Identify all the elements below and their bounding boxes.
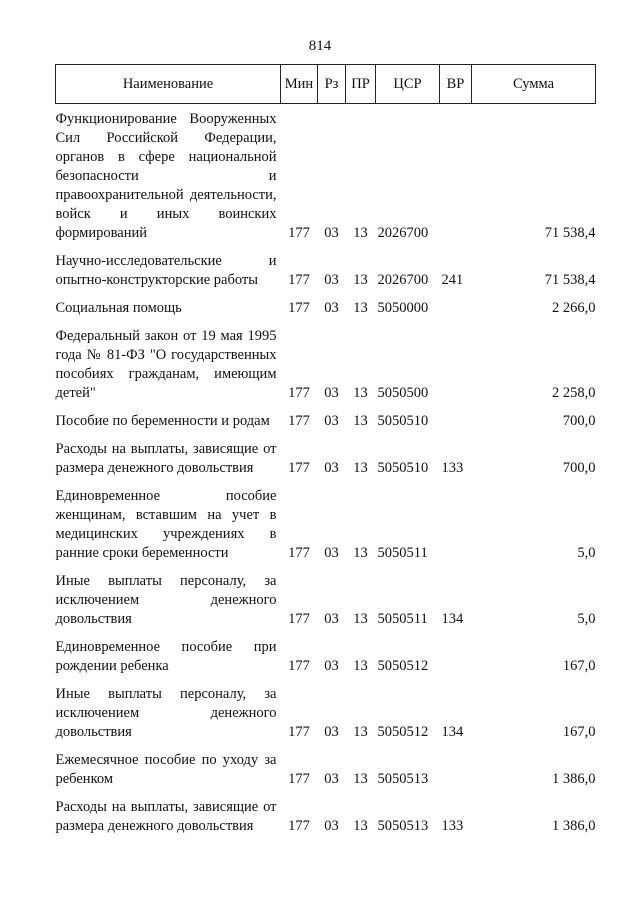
row-name: Расходы на выплаты, зависящие от размера денежного довольствия [55, 799, 277, 834]
row-min: 177 [288, 771, 310, 787]
row-sum: 5,0 [577, 545, 596, 561]
row-csr: 5050512 [377, 724, 429, 740]
row-sum: 71 538,4 [544, 272, 596, 288]
row-pr: 13 [353, 658, 368, 674]
row-pr: 13 [353, 611, 368, 627]
row-rz: 03 [324, 385, 339, 401]
row-csr: 5050000 [377, 300, 429, 316]
row-csr: 5050511 [377, 611, 428, 627]
row-min: 177 [288, 545, 310, 561]
row-vr [440, 321, 472, 406]
row-pr: 13 [353, 300, 368, 316]
row-pr: 13 [353, 818, 368, 834]
row-vr: 241 [441, 272, 464, 288]
row-csr: 2026700 [377, 225, 429, 241]
row-sum: 700,0 [562, 413, 596, 429]
row-name: Научно-исследовательские и опытно-конструкторские работы [55, 253, 277, 288]
row-pr: 13 [353, 771, 368, 787]
table-row [56, 566, 596, 632]
row-min: 177 [288, 818, 310, 834]
row-vr [440, 406, 472, 434]
row-rz: 03 [324, 724, 339, 740]
row-sum: 167,0 [562, 724, 596, 740]
row-vr [440, 481, 472, 566]
table-row [56, 246, 596, 293]
row-name: Функционирование Вооруженных Сил Российской Федерации, органов в сфере национальной безопасности и правоохранительной деятельности, войск и иных воинских формирований [55, 111, 277, 241]
row-rz: 03 [324, 545, 339, 561]
row-rz: 03 [324, 300, 339, 316]
row-pr: 13 [353, 413, 368, 429]
header-rz: Рз [318, 65, 346, 104]
row-rz: 03 [324, 818, 339, 834]
row-vr: 134 [441, 724, 464, 740]
row-csr: 5050511 [377, 545, 428, 561]
row-sum: 1 386,0 [552, 818, 596, 834]
row-pr: 13 [353, 724, 368, 740]
table-row [56, 792, 596, 839]
row-rz: 03 [324, 225, 339, 241]
row-pr: 13 [353, 460, 368, 476]
row-min: 177 [288, 272, 310, 288]
row-vr: 134 [441, 611, 464, 627]
row-pr: 13 [353, 545, 368, 561]
row-vr [440, 104, 472, 247]
row-name: Социальная помощь [55, 300, 182, 316]
row-name: Ежемесячное пособие по уходу за ребенком [55, 752, 277, 787]
row-sum: 5,0 [577, 611, 596, 627]
row-sum: 71 538,4 [544, 225, 596, 241]
budget-table [55, 64, 596, 839]
row-csr: 5050510 [377, 413, 429, 429]
row-sum: 2 266,0 [552, 300, 596, 316]
table-row [56, 293, 596, 321]
row-sum: 1 386,0 [552, 771, 596, 787]
row-vr [440, 745, 472, 792]
row-pr: 13 [353, 385, 368, 401]
row-csr: 5050500 [377, 385, 429, 401]
row-min: 177 [288, 724, 310, 740]
row-csr: 5050512 [377, 658, 429, 674]
row-name: Единовременное пособие женщинам, вставшим на учет в медицинских учреждениях в ранние сроки беременности [55, 488, 277, 561]
table-row [56, 406, 596, 434]
table-row [56, 745, 596, 792]
row-name: Иные выплаты персоналу, за исключением денежного довольствия [55, 573, 277, 627]
table-row [56, 104, 596, 247]
row-csr: 5050510 [377, 460, 429, 476]
row-sum: 700,0 [562, 460, 596, 476]
header-name: Наименование [56, 65, 281, 104]
row-name: Федеральный закон от 19 мая 1995 года № 81-ФЗ "О государственных пособиях гражданам, имеющим детей" [55, 328, 277, 401]
row-pr: 13 [353, 225, 368, 241]
row-csr: 5050513 [377, 771, 429, 787]
row-sum: 167,0 [562, 658, 596, 674]
row-min: 177 [288, 413, 310, 429]
row-sum: 2 258,0 [552, 385, 596, 401]
row-min: 177 [288, 611, 310, 627]
row-min: 177 [288, 658, 310, 674]
row-rz: 03 [324, 611, 339, 627]
header-pr: ПР [346, 65, 376, 104]
header-min: Мин [281, 65, 318, 104]
row-rz: 03 [324, 272, 339, 288]
row-csr: 5050513 [377, 818, 429, 834]
row-rz: 03 [324, 658, 339, 674]
header-vr: ВР [440, 65, 472, 104]
row-vr: 133 [441, 818, 464, 834]
row-vr [440, 293, 472, 321]
header-sum: Сумма [472, 65, 596, 104]
row-name: Расходы на выплаты, зависящие от размера денежного довольствия [55, 441, 277, 476]
row-pr: 13 [353, 272, 368, 288]
table-header-row [56, 65, 596, 104]
row-rz: 03 [324, 771, 339, 787]
row-name: Иные выплаты персоналу, за исключением денежного довольствия [55, 686, 277, 740]
row-rz: 03 [324, 460, 339, 476]
row-vr [440, 632, 472, 679]
row-min: 177 [288, 300, 310, 316]
row-rz: 03 [324, 413, 339, 429]
row-min: 177 [288, 460, 310, 476]
header-csr: ЦСР [376, 65, 440, 104]
row-min: 177 [288, 225, 310, 241]
table-row [56, 679, 596, 745]
row-csr: 2026700 [377, 272, 429, 288]
table-row [56, 321, 596, 406]
row-min: 177 [288, 385, 310, 401]
row-vr: 133 [441, 460, 464, 476]
row-name: Единовременное пособие при рождении ребенка [55, 639, 277, 674]
table-row [56, 481, 596, 566]
page-number: 814 [308, 38, 332, 54]
row-name: Пособие по беременности и родам [55, 413, 270, 429]
table-row [56, 632, 596, 679]
table-row [56, 434, 596, 481]
